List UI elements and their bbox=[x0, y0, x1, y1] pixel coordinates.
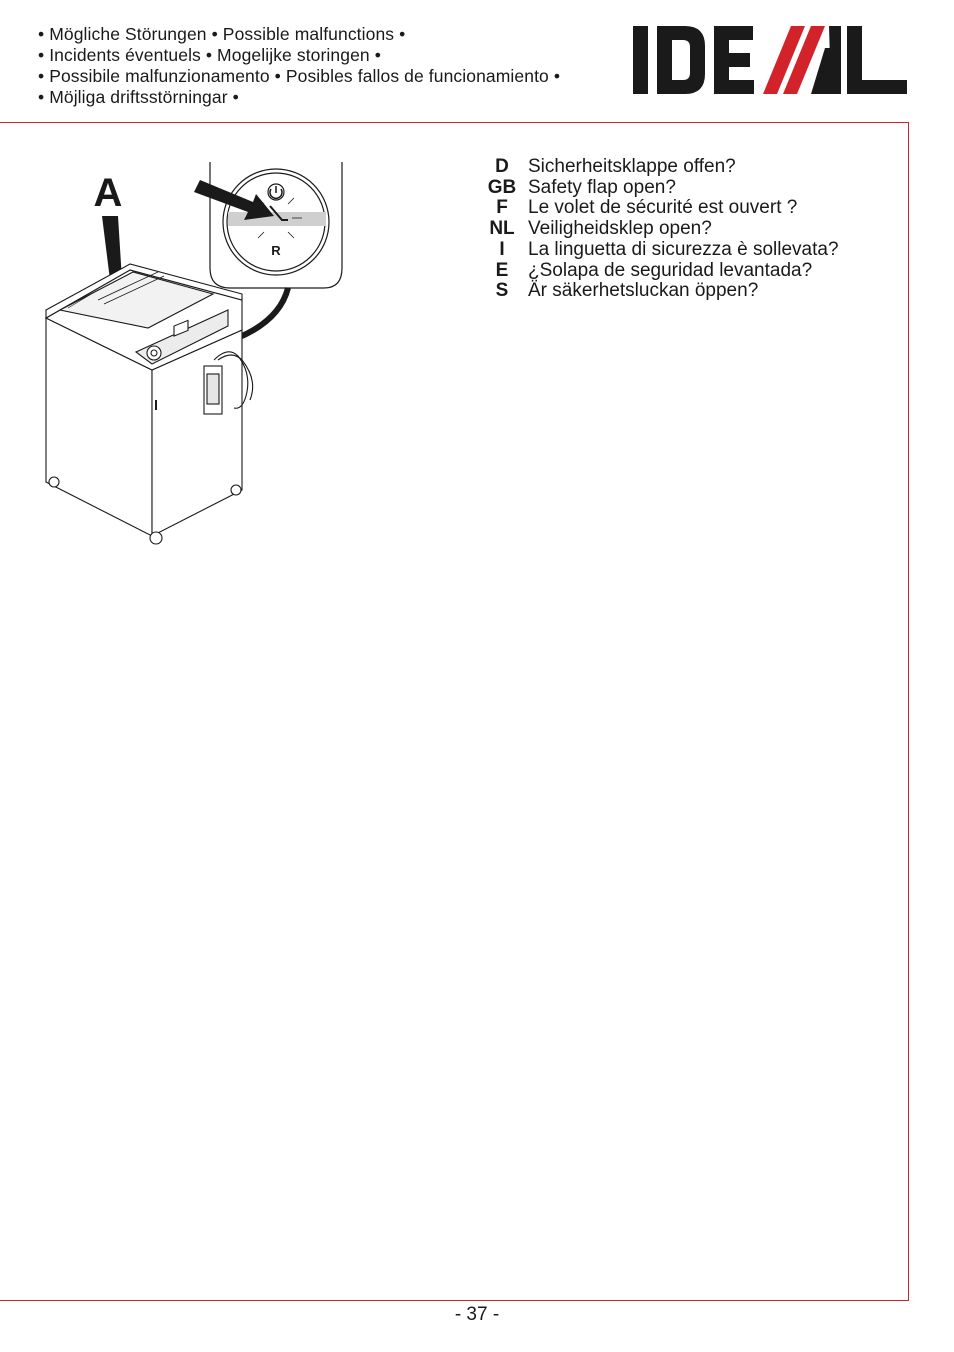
language-code: S bbox=[495, 280, 509, 302]
language-code: E bbox=[495, 259, 509, 281]
notice-text: Le volet de sécurité est ouvert ? bbox=[528, 197, 798, 219]
language-code: NL bbox=[489, 218, 515, 240]
shredder-illustration bbox=[38, 160, 358, 550]
header-titles bbox=[38, 24, 560, 108]
notice-text: ¿Solapa de seguridad levantada? bbox=[528, 259, 813, 281]
header-line: • Möjliga driftsstörningar • bbox=[38, 87, 239, 107]
notice-text: Är säkerhetsluckan öppen? bbox=[528, 280, 759, 302]
control-panel-callout bbox=[210, 162, 342, 288]
figure-label-a: A bbox=[93, 171, 123, 215]
language-code: F bbox=[496, 197, 508, 219]
notice-row-s bbox=[484, 281, 839, 302]
notice-row-e bbox=[484, 261, 839, 282]
frame-top-rule bbox=[0, 122, 909, 123]
header-line: • Mögliche Störungen • Possible malfunctions • bbox=[38, 24, 406, 44]
notice-row-d bbox=[484, 157, 839, 178]
frame-bottom-rule bbox=[0, 1300, 909, 1301]
panel-label-r: R bbox=[271, 243, 281, 258]
notice-row-i bbox=[484, 240, 839, 261]
safety-flap-notice bbox=[484, 157, 839, 302]
notice-row-f bbox=[484, 198, 839, 219]
language-code: GB bbox=[487, 176, 517, 198]
notice-text: La linguetta di sicurezza è sollevata? bbox=[528, 238, 839, 260]
language-code: I bbox=[499, 238, 505, 260]
ideal-logo bbox=[633, 24, 907, 96]
language-code: D bbox=[495, 156, 509, 177]
page-number: - 37 - bbox=[454, 1304, 500, 1325]
frame-right-rule bbox=[908, 122, 909, 1301]
notice-row-nl bbox=[484, 219, 839, 240]
notice-text: Sicherheitsklappe offen? bbox=[528, 156, 736, 177]
notice-row-gb bbox=[484, 178, 839, 199]
notice-text: Safety flap open? bbox=[528, 176, 676, 198]
header-line: • Incidents éventuels • Mogelijke storingen • bbox=[38, 45, 381, 65]
header-line: • Possibile malfunzionamento • Posibles fallos de funcionamiento • bbox=[38, 66, 561, 86]
notice-text: Veiligheidsklep open? bbox=[528, 218, 712, 240]
